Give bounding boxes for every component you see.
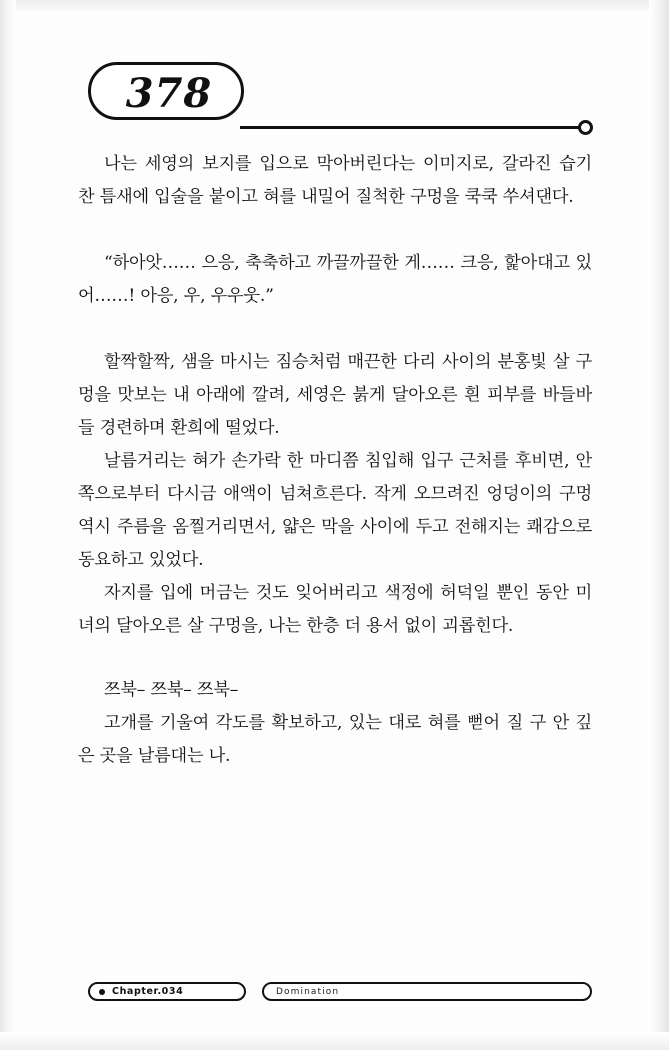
page-body	[78, 148, 592, 773]
book-title-label: Domination	[276, 986, 340, 997]
paragraph-spacer	[78, 214, 592, 247]
paragraph-dialogue: “하아앗…… 으응, 축축하고 까끌까끌한 게…… 크응, 핥아대고 있어……! 아응, 우, 우우웃.”	[78, 253, 592, 306]
page-number-badge	[88, 62, 244, 120]
bullet-dot-icon	[99, 989, 105, 995]
paragraph: 자지를 입에 머금는 것도 잊어버리고 색정에 허덕일 뿐인 동안 미녀의 달아오른 살 구멍을, 나는 한층 더 용서 없이 괴롭힌다.	[78, 583, 592, 636]
header-rule-end-dot-icon	[578, 120, 593, 135]
paragraph-spacer	[78, 643, 592, 674]
paragraph-onomatopoeia: 쯔북– 쯔북– 쯔북–	[104, 680, 239, 700]
paragraph: 나는 세영의 보지를 입으로 막아버린다는 이미지로, 갈라진 습기 찬 틈새에 입술을 붙이고 혀를 내밀어 질척한 구멍을 쿡쿡 쑤셔댄다.	[78, 154, 592, 207]
header-rule	[240, 126, 585, 129]
paragraph: 날름거리는 혀가 손가락 한 마디쯤 침입해 입구 근처를 후비면, 안쪽으로부터 다시금 애액이 넘쳐흐른다. 작게 오므려진 엉덩이의 구멍 역시 주름을 옴찔거리면서, 얇은 막을 사이에 두고 전해지는 쾌감으로 동요하고 있었다.	[78, 451, 592, 570]
page-number: 378	[125, 70, 213, 117]
paragraph: 고개를 기울여 각도를 확보하고, 있는 대로 혀를 뻗어 질 구 안 깊은 곳을 날름대는 나.	[78, 713, 592, 766]
book-title-badge	[262, 982, 592, 1001]
page-edge-bottom	[0, 1032, 669, 1050]
page-edge-top	[0, 0, 669, 14]
page-edge-left	[0, 0, 16, 1050]
paragraph-spacer	[78, 313, 592, 346]
page-header	[0, 62, 669, 142]
page-edge-right	[649, 0, 669, 1050]
chapter-badge	[88, 982, 246, 1001]
page-footer	[0, 982, 669, 1004]
paragraph: 할짝할짝, 샘을 마시는 짐승처럼 매끈한 다리 사이의 분홍빛 살 구멍을 맛보는 내 아래에 깔려, 세영은 붉게 달아오른 흰 피부를 바들바들 경련하며 환희에 떨었다.	[78, 352, 592, 438]
chapter-label: Chapter.034	[112, 986, 184, 997]
